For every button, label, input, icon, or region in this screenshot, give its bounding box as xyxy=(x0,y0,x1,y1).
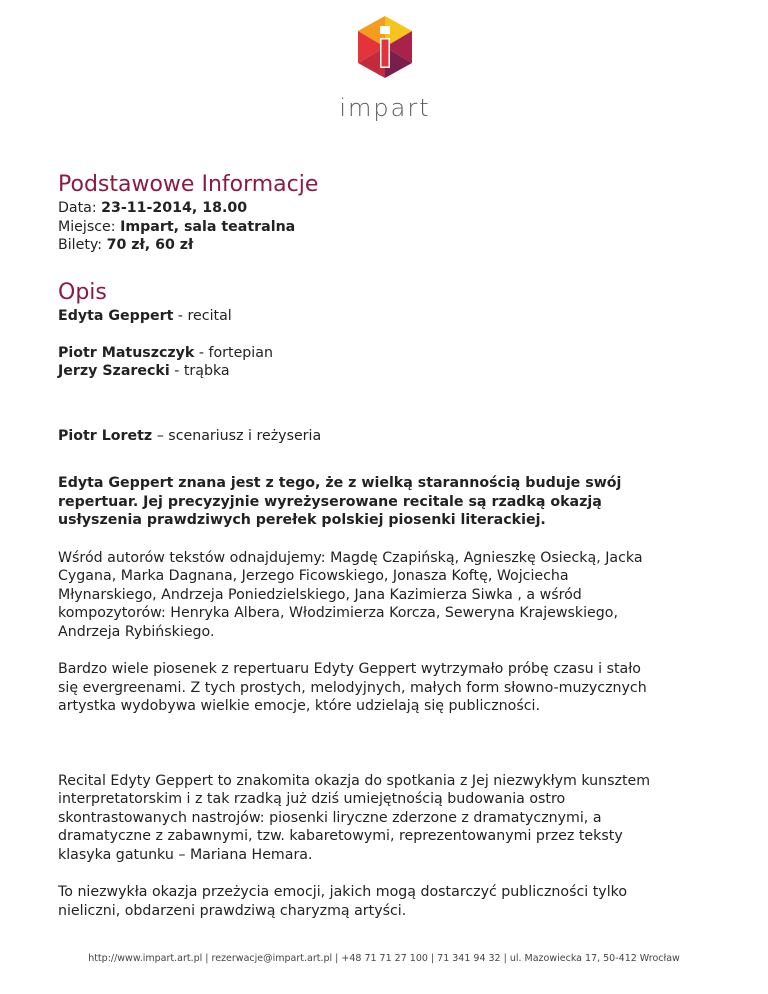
paragraph-line: Recital Edyty Geppert to znakomita okazja do spotkania z Jej niezwykłym kunsztem xyxy=(58,772,651,789)
lead-line: usłyszenia prawdziwych perełek polskiej piosenki literackiej. xyxy=(58,512,546,528)
footer-contact: http://www.impart.art.pl | rezerwacje@impart.art.pl | +48 71 71 27 100 | 71 341 94 32 | ul. Mazowiecka 17, 50-412 Wrocław xyxy=(88,953,680,964)
paragraph-line: nieliczni, obdarzeni prawdziwą charyzmą artyści. xyxy=(58,902,407,919)
place-value: Impart, sala teatralna xyxy=(120,218,296,235)
paragraph-line: Bardzo wiele piosenek z repertuaru Edyty Geppert wytrzymało próbę czasu i stało xyxy=(58,661,641,677)
tickets-value: 70 zł, 60 zł xyxy=(106,237,194,253)
lead-line: repertuar. Jej precyzyjnie wyreżyserowane recitale są rzadką okazją xyxy=(58,493,602,510)
paragraph-line: Wśród autorów tekstów odnajdujemy: Magdę Czapińską, Agnieszkę Osiecką, Jacka xyxy=(58,549,643,566)
credit-role: - recital xyxy=(173,307,232,324)
credit-name: Jerzy Szarecki xyxy=(58,363,170,379)
paragraph-line: interpretatorskim i z tak rzadką już dziś umiejętnością budowania ostro xyxy=(58,791,566,807)
lead-paragraph xyxy=(58,474,718,530)
paragraph-line: dramatyczne z zabawnymi, tzw. kabaretowymi, reprezentowanymi przez teksty xyxy=(58,828,623,844)
paragraph-line: się evergreenami. Z tych prostych, melodyjnych, małych form słowno-muzycznych xyxy=(58,679,647,696)
opis-heading: Opis xyxy=(58,279,107,305)
credit-name: Edyta Geppert xyxy=(58,307,174,324)
place-line xyxy=(58,218,718,237)
credit-role: – scenariusz i reżyseria xyxy=(152,427,322,444)
credit-line xyxy=(58,344,718,363)
impart-logo xyxy=(330,14,440,122)
paragraph-line: Cygana, Marka Dagnana, Jerzego Ficowskiego, Jonasza Koftę, Wojciecha xyxy=(58,568,569,584)
info-heading: Podstawowe Informacje xyxy=(58,172,319,197)
lead-line: Edyta Geppert znana jest z tego, że z wielką starannością buduje swój xyxy=(58,475,622,491)
credit-name: Piotr Loretz xyxy=(58,427,153,444)
paragraph-line: skontrastowanych nastrojów: piosenki liryczne zderzone z dramatycznymi, a xyxy=(58,809,602,826)
paragraph-line: Młynarskiego, Andrzeja Poniedzielskiego, Jana Kazimierza Siwka , a wśród xyxy=(58,586,582,603)
paragraph-line: klasyka gatunku – Mariana Hemara. xyxy=(58,846,313,863)
credit-line xyxy=(58,307,718,326)
credit-role: - trąbka xyxy=(169,363,230,379)
date-label: Data: xyxy=(58,200,97,216)
credit-role: - fortepian xyxy=(194,344,273,361)
credit-line xyxy=(58,362,718,381)
place-label: Miejsce: xyxy=(58,218,116,235)
tickets-line xyxy=(58,236,718,255)
date-line xyxy=(58,199,718,218)
logo-wordmark: impart xyxy=(339,94,431,122)
closing-paragraph xyxy=(58,883,718,920)
credit-name: Piotr Matuszczyk xyxy=(58,344,195,361)
recital-paragraph xyxy=(58,772,718,865)
paragraph-line: To niezwykła okazja przeżycia emocji, jakich mogą dostarczyć publiczności tylko xyxy=(58,884,628,900)
tickets-label: Bilety: xyxy=(58,237,103,253)
credit-line xyxy=(58,427,718,446)
paragraph-line: artystka wydobywa wielkie emocje, które udzielają się publiczności. xyxy=(58,698,540,714)
evergreens-paragraph xyxy=(58,660,718,716)
document-body xyxy=(58,171,718,920)
paragraph-line: kompozytorów: Henryka Albera, Włodzimierza Korcza, Seweryna Krajewskiego, xyxy=(58,605,618,621)
date-value: 23-11-2014, 18.00 xyxy=(101,200,248,216)
impart-logo-icon xyxy=(352,14,418,80)
authors-paragraph xyxy=(58,549,718,642)
paragraph-line: Andrzeja Rybińskiego. xyxy=(58,623,215,640)
